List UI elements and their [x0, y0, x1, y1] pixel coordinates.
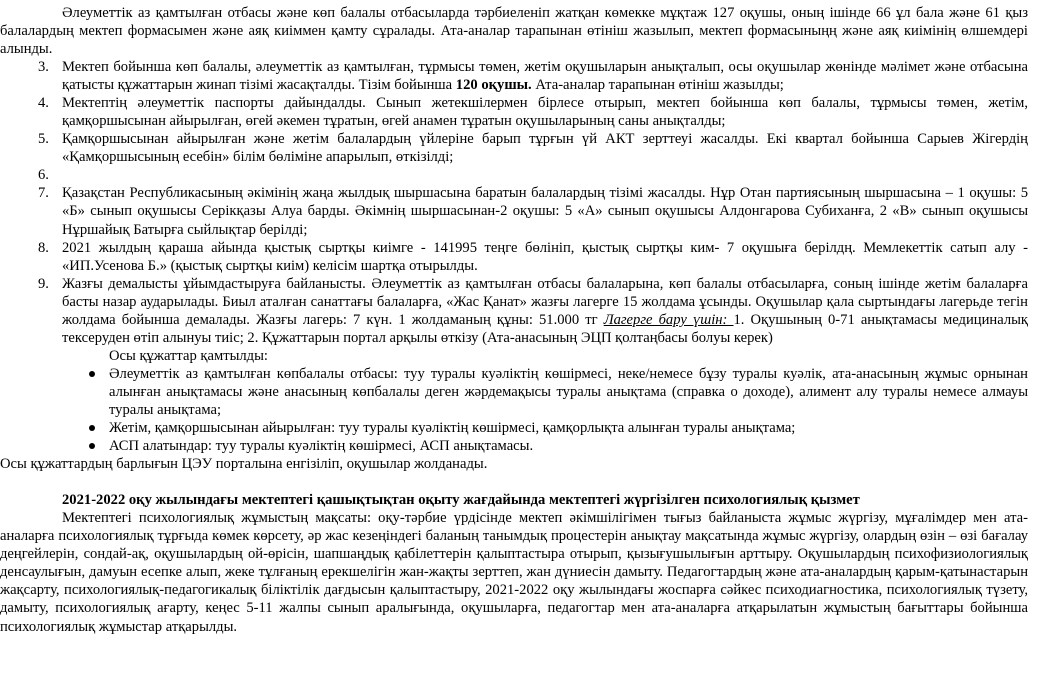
bullet-item — [0, 437, 1028, 455]
item-text: Мектептің әлеуметтік паспорты дайындалды. Сынып жетекшілермен бірлесе отырып, мектеп бойынша көп балалы, тұрмысы төмен, жетім, қамқоршысынан айырылған, өгей әкемен тұратын, өгей анамен тұратын оқушыларының саны анықталды; — [62, 95, 1028, 130]
bullet-dot-icon — [89, 443, 95, 449]
item-number: 6. — [38, 167, 49, 184]
list-item — [0, 184, 1028, 238]
list-item — [0, 130, 1028, 166]
bullet-item — [0, 419, 1028, 437]
item-number: 4. — [38, 95, 49, 112]
bullet-item — [0, 365, 1028, 419]
item-number: 9. — [38, 275, 49, 292]
list-item — [0, 94, 1028, 130]
list-item — [0, 239, 1028, 275]
documents-closing: Осы құжаттардың барлығын ЦЭУ порталына енгізіліп, оқушылар жолданады. — [0, 456, 488, 473]
documents-lead: Осы құжаттар қамтылды: — [109, 347, 268, 364]
section-body: Мектептегі психологиялық жұмыстың мақсаты: оқу-тәрбие үрдісінде мектеп әкімшілігімен тығыз байланыста жұмыс жүргізу, мұғалімдер мен ата-аналарға психологиялық тұрғыда көмек көрсету, әр жас кезеңіндегі баланың танымдық процестерін анықтау мақсатында жұмыс жүргізу, олардың өзін – өзі бағалау деңгейлерін, сондай-ақ, оқушылардың ой-өрісін, шапшаңдық қабілеттерін қалыптастыра отырып, қызығушылығын арттыру. Оқушылардың психофизиологиялық денсаулығын, дамуын есепке алып, жеке тұлғаның ерекшелігін жан-жақты зерттеп, жан дүниесін дамыту. Педагогтардың және ата-аналардың қарым-қатынастарын жақсарту, психологиялық-педагогикалық біліктілік дағдысын қалыптастыру, 2021-2022 оқу жылындағы жоспарға сәйкес психодиагностика, психологиялық түзету, дамыту, психологиялық ағарту, кеңес 5-11 жалпы сынып аралығында, оқушыларға, педагогтар мен ата-аналарға атқарылатын жұмыстың бағыттары бойынша психологиялық жұмыстар атқарылды. — [0, 510, 1028, 635]
item-text-end: Ата-аналар тарапынан өтініш жазылды; — [531, 77, 784, 94]
item-bold-count: 120 оқушы. — [455, 77, 532, 94]
item-number: 3. — [38, 59, 49, 76]
bullet-list — [0, 365, 1028, 455]
list-item — [0, 58, 1028, 94]
bullet-text: Жетім, қамқоршысынан айырылған: туу туралы куәліктің көшірмесі, қамқорлықта алынған туралы анықтама; — [109, 420, 796, 437]
item-text: 2021 жылдың қараша айында қыстық сыртқы киімге - 141995 теңге бөлініп, қыстық сыртқы ким- 7 оқушыға берілдң. Мемлекеттік сатып алу - «ИП.Усенова Б.» (қыстық сыртқы киім) келісім шартқа отырылды. — [62, 239, 1028, 274]
bullet-dot-icon — [89, 371, 95, 377]
list-item — [0, 275, 1028, 347]
item-text: Қазақстан Республикасының әкімінің жаңа жылдық шыршасына баратын балалардың тізімі жасалды. Нұр Отан партиясының шыршасына – 1 оқушы: 5 «Б» сынып оқушысы Серікқазы Алуа барды. Әкімнің шыршасынан-2 оқушы: 5 «А» сынып оқушысы Алдонгарова Субиханға, 2 «В» сынып оқушысы Нұршайық Батырға сыйлықтар берілді; — [62, 185, 1028, 238]
item-number: 5. — [38, 131, 49, 148]
item-italic-underlined: Лагерге бару үшін: — [603, 311, 734, 328]
item-text: Қамқоршысынан айырылған және жетім балалардың үйлеріне барып тұрғын үй АКТ зерттеуі жасалды. Екі квартал бойынша Сарыев Жігердің «Қамқоршысының есебін» білім бөліміне апарылып, өткізілді; — [62, 131, 1028, 166]
bullet-dot-icon — [89, 425, 95, 431]
bullet-text: Әлеуметтік аз қамтылған көпбалалы отбасы: туу туралы куәліктің көшірмесі, неке/немесе бұзу туралы куәлік, ата-анасының жұмыс орнынан алынған анықтамасы және анасының көпбалалы деген жәрдемақысы туралы анықтама (справка о доходе), алимент алу туралы немесе алмауы туралы анықтама; — [109, 365, 1028, 418]
intro-paragraph: Әлеуметтік аз қамтылған отбасы және көп балалы отбасыларда тәрбиеленіп жатқан көмекке мұқтаж 127 оқушы, оның ішінде 66 ұл бала және 61 қыз балалардың мектеп формасымен және аяқ киіммен қамту сұралады. Ата-аналар тарапынан өтініш жазылып, мектеп формасыныңң және аяқ киімінің өлшемдері алынды. — [0, 5, 1028, 58]
item-text: Мектеп бойынша көп балалы, әлеуметтік аз қамтылған, тұрмысы төмен, жетім оқушыларын анықталып, осы оқушылар жөнінде мәлімет және отбасына қатысты құжаттарын жинап тізімі жасақталды. Тізім бойынша — [62, 59, 1028, 94]
section-title: 2021-2022 оқу жылындағы мектептегі қашықтықтан оқыту жағдайында мектептегі жүргізілген психологиялық қызмет — [62, 492, 860, 509]
item-number: 7. — [38, 185, 49, 202]
item-text-end: 1. Оқушының 0-71 анықтамасы медициналық тексеруден өтіп алынуы тиіс; 2. Құжаттарын портал арқылы өткізу (Ата-анасының ЭЦП қолтаңбасы болуы керек) — [62, 311, 1029, 346]
bullet-text: АСП алатындар: туу туралы куәліктің көшірмесі, АСП анықтамасы. — [109, 438, 534, 455]
item-number: 8. — [38, 239, 49, 256]
item-text: Жазғы демалысты ұйымдастыруға байланысты. Әлеуметтік аз қамтылған отбасы балаларына, көп балалы отбасыларға, соның ішінде жетім балаларға басты назар аударылады. Биыл аталған санаттағы балаларға, «Жас Қанат» жазғы лагерге 15 жолдама ұсынды. Оқушылар қала сыртындағы лагерьде тегін жолдама бойынша демалады. Жазғы лагерь: 7 күн. 1 жолдаманың құны: 51.000 тг — [62, 275, 1028, 328]
list-item — [0, 166, 1028, 184]
numbered-list — [0, 58, 1028, 347]
